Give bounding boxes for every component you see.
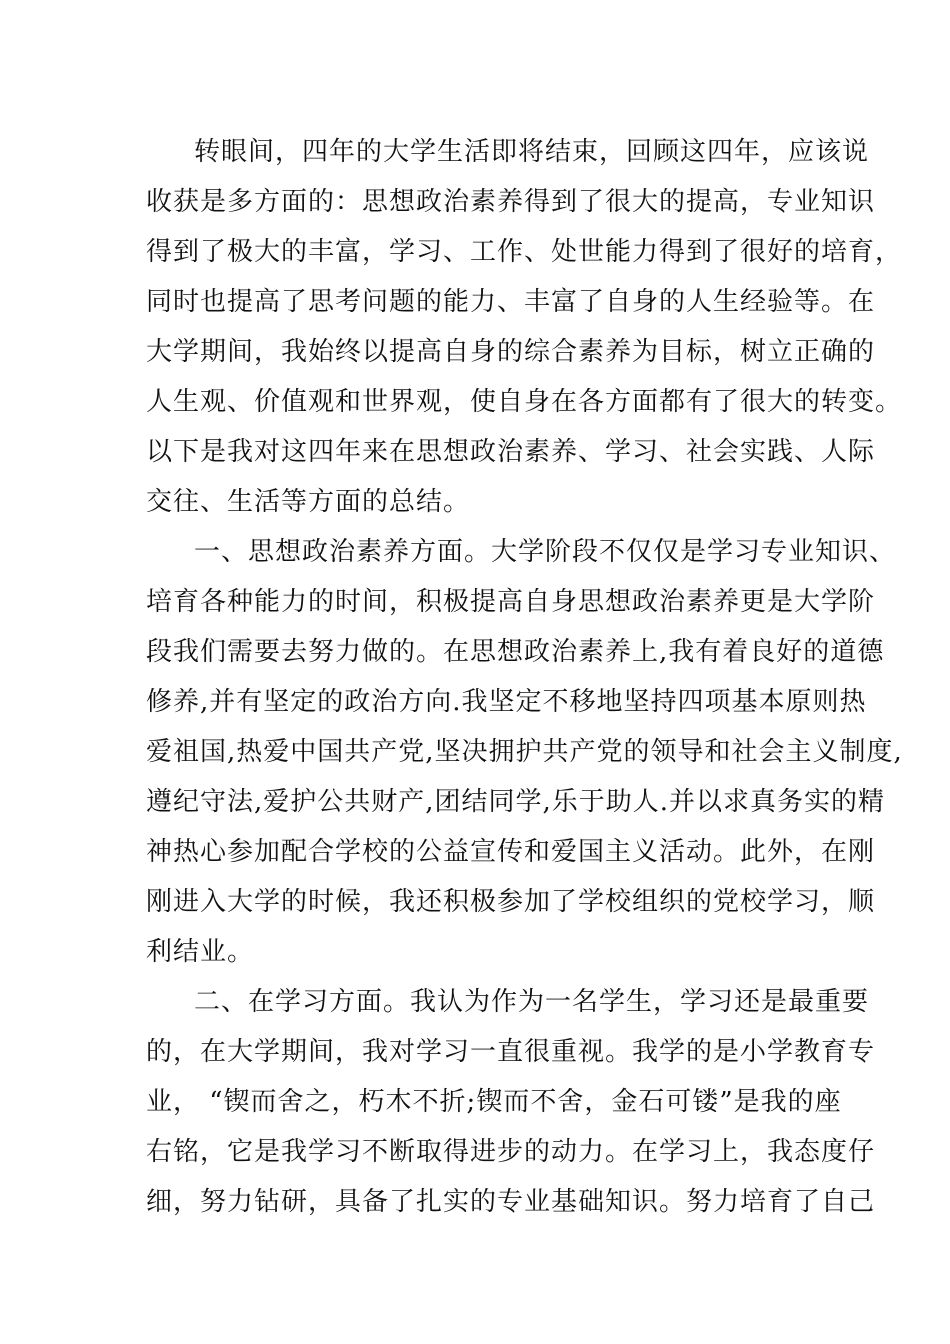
text-line: 右铭，它是我学习不断取得进步的动力。在学习上，我态度仔 [146, 1137, 876, 1167]
text-line: 业， “锲而舍之，朽木不折;锲而不舍，金石可镂”是我的座 [146, 1087, 842, 1117]
text-line: 细，努力钻研，具备了扎实的专业基础知识。努力培育了自己 [146, 1187, 876, 1217]
text-line: 收获是多方面的：思想政治素养得到了很大的提高，专业知识 [146, 187, 876, 217]
text-line: 得到了极大的丰富，学习、工作、处世能力得到了很好的培育， [146, 237, 903, 267]
text-line: 神热心参加配合学校的公益宣传和爱国主义活动。此外，在刚 [146, 837, 876, 867]
text-line: 大学期间，我始终以提高自身的综合素养为目标，树立正确的 [146, 337, 876, 367]
text-line: 的，在大学期间，我对学习一直很重视。我学的是小学教育专 [146, 1037, 876, 1067]
text-line: 修养,并有坚定的政治方向.我坚定不移地坚持四项基本原则热 [146, 687, 867, 717]
text-line: 段我们需要去努力做的。在思想政治素养上,我有着良好的道德 [146, 637, 885, 667]
text-line: 遵纪守法,爱护公共财产,团结同学,乐于助人.并以求真务实的精 [146, 787, 886, 817]
text-line: 人生观、价值观和世界观，使自身在各方面都有了很大的转变。 [146, 387, 903, 417]
text-line: 爱祖国,热爱中国共产党,坚决拥护共产党的领导和社会主义制度, [146, 737, 903, 767]
text-line: 同时也提高了思考问题的能力、丰富了自身的人生经验等。在 [146, 287, 876, 317]
text-line: 转眼间，四年的大学生活即将结束，回顾这四年，应该说 [194, 137, 870, 167]
text-line: 以下是我对这四年来在思想政治素养、学习、社会实践、人际 [146, 437, 876, 467]
text-line: 二、在学习方面。我认为作为一名学生，学习还是最重要 [194, 987, 870, 1017]
text-line: 利结业。 [146, 937, 255, 967]
text-line: 培育各种能力的时间，积极提高自身思想政治素养更是大学阶 [146, 587, 876, 617]
text-line: 一、思想政治素养方面。大学阶段不仅仅是学习专业知识、 [194, 537, 897, 567]
text-line: 刚进入大学的时候，我还积极参加了学校组织的党校学习，顺 [146, 887, 876, 917]
text-line: 交往、生活等方面的总结。 [146, 487, 471, 517]
